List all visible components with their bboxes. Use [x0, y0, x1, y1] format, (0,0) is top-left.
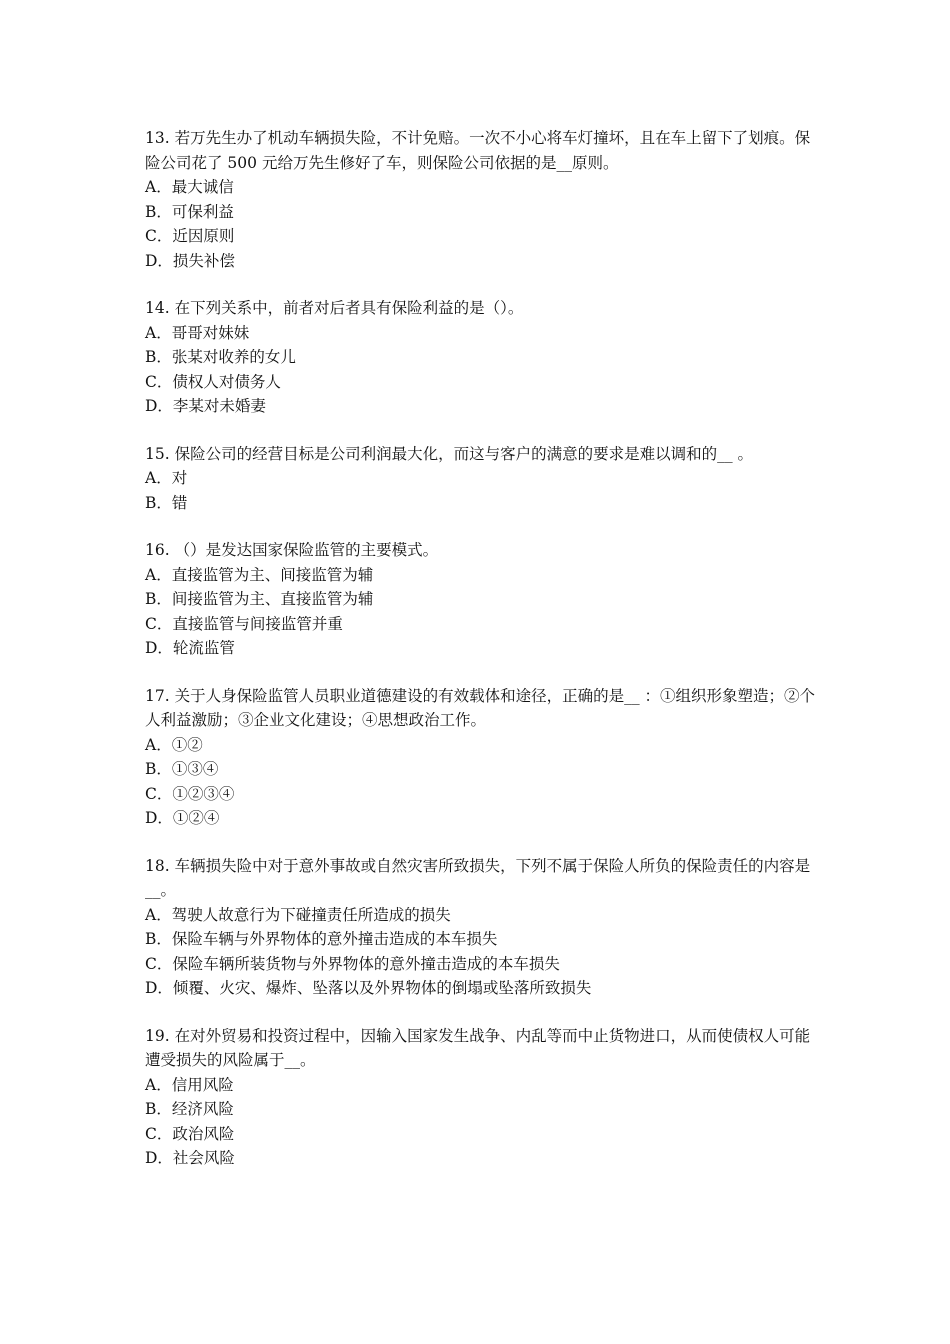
option-b: B．可保利益: [145, 202, 234, 221]
option-b: B．错: [145, 493, 188, 512]
option-c: C．近因原则: [145, 227, 235, 245]
option-d: D．①②④: [145, 809, 220, 827]
question-stem: 19. 在对外贸易和投资过程中，因输入国家发生战争、内乱等而中止货物进口，从而使债权人可能遭受损失的风险属于__。: [145, 1026, 811, 1069]
question-15: [145, 442, 815, 516]
option-a: A．哥哥对妹妹: [145, 323, 250, 342]
option-d: D．李某对未婚妻: [145, 397, 266, 415]
option-b: B．间接监管为主、直接监管为辅: [145, 590, 374, 608]
option-d: D．轮流监管: [145, 639, 235, 657]
option-a: A．①②: [145, 735, 203, 754]
option-list: [145, 175, 815, 273]
option-a: A．信用风险: [145, 1075, 234, 1094]
document-page: [145, 126, 815, 1194]
option-a: A．最大诚信: [145, 178, 234, 196]
option-list: [145, 733, 815, 831]
question-18: [145, 854, 815, 1001]
question-stem: 14. 在下列关系中，前者对后者具有保险利益的是（）。: [145, 299, 524, 317]
option-list: [145, 1073, 815, 1171]
option-c: C．债权人对债务人: [145, 372, 281, 391]
question-stem: 18. 车辆损失险中对于意外事故或自然灾害所致损失，下列不属于保险人所负的保险责任的内容是__。: [145, 856, 811, 899]
question-stem: 15. 保险公司的经营目标是公司利润最大化，而这与客户的满意的要求是难以调和的__ 。: [145, 444, 754, 463]
option-a: A．驾驶人故意行为下碰撞责任所造成的损失: [145, 905, 451, 924]
question-17: [145, 684, 815, 831]
option-b: B．张某对收养的女儿: [145, 348, 296, 366]
option-b: B．①③④: [145, 760, 219, 778]
option-list: [145, 563, 815, 661]
question-13: [145, 126, 815, 273]
option-list: [145, 466, 815, 515]
question-16: [145, 538, 815, 661]
option-a: A．直接监管为主、间接监管为辅: [145, 565, 374, 584]
option-b: B．保险车辆与外界物体的意外撞击造成的本车损失: [145, 930, 498, 948]
question-stem: 13. 若万先生办了机动车辆损失险，不计免赔。一次不小心将车灯撞坏，且在车上留下了划痕。保险公司花了 500 元给万先生修好了车，则保险公司依据的是__原则。: [145, 129, 811, 172]
option-list: [145, 903, 815, 1001]
option-b: B．经济风险: [145, 1100, 234, 1118]
option-d: D．社会风险: [145, 1149, 235, 1167]
option-list: [145, 321, 815, 419]
question-14: [145, 296, 815, 419]
option-c: C．①②③④: [145, 784, 235, 803]
option-c: C．政治风险: [145, 1124, 235, 1143]
question-stem: 17. 关于人身保险监管人员职业道德建设的有效载体和途径，正确的是__ ：①组织形象塑造；②个人利益激励；③企业文化建设；④思想政治工作。: [145, 686, 816, 729]
question-19: [145, 1024, 815, 1171]
question-stem: 16. （）是发达国家保险监管的主要模式。: [145, 541, 439, 559]
option-a: A．对: [145, 469, 188, 487]
option-d: D．倾覆、火灾、爆炸、坠落以及外界物体的倒塌或坠落所致损失: [145, 979, 592, 997]
option-d: D．损失补偿: [145, 251, 235, 270]
option-c: C．直接监管与间接监管并重: [145, 614, 343, 633]
option-c: C．保险车辆所装货物与外界物体的意外撞击造成的本车损失: [145, 954, 560, 973]
